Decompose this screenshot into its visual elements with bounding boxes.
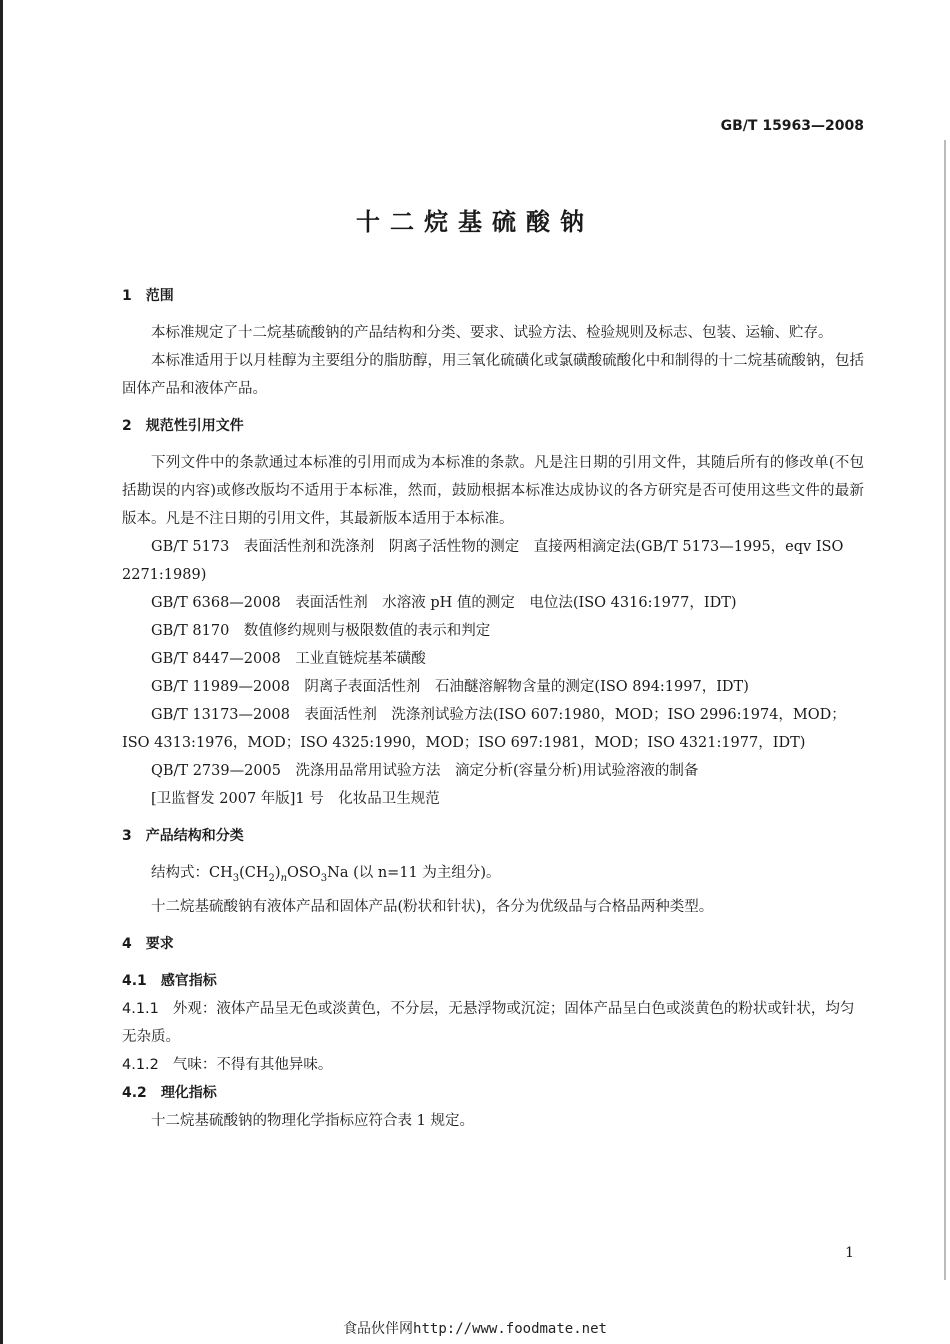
section-title: 规范性引用文件 [145,418,244,434]
reference-item: [卫监督发 2007 年版]1 号 化妆品卫生规范 [151,791,440,807]
section-4-2-heading [122,1079,864,1107]
section-title: 产品结构和分类 [145,828,244,844]
section-title: 范围 [145,288,174,304]
section-number: 4.1 [122,972,147,989]
paragraph: 本标准规定了十二烷基硫酸钠的产品结构和分类、要求、试验方法、检验规则及标志、包装、运输、贮存。 [151,325,833,341]
clause-4-1-1: 4.1.1 外观：液体产品呈无色或淡黄色，不分层，无悬浮物或沉淀；固体产品呈白色或淡黄色的粉状或针状，均匀无杂质。 [122,1000,855,1045]
document-title: 十二烷基硫酸钠 [356,208,594,236]
reference-item: GB/T 8170 数值修约规则与极限数值的表示和判定 [151,623,491,639]
section-number: 2 [122,418,132,434]
document-body [122,282,864,1135]
paragraph: 下列文件中的条款通过本标准的引用而成为本标准的条款。凡是注日期的引用文件，其随后所有的修改单(不包括勘误的内容)或修改版均不适用于本标准，然而，鼓励根据本标准达成协议的各方研究是否可使用这些文件的最新版本。凡是不注日期的引用文件，其最新版本适用于本标准。 [122,455,864,527]
paragraph: 十二烷基硫酸钠有液体产品和固体产品(粉状和针状)，各分为优级品与合格品两种类型。 [151,898,714,915]
standard-number: GB/T 15963—2008 [720,118,864,134]
section-4-heading [122,930,864,958]
page-number: 1 [845,1245,854,1261]
section-number: 1 [122,288,132,304]
reference-item: QB/T 2739—2005 洗涤用品常用试验方法 滴定分析(容量分析)用试验溶液的制备 [151,763,699,779]
reference-item: GB/T 11989—2008 阴离子表面活性剂 石油醚溶解物含量的测定(ISO 894:1997，IDT) [151,679,749,695]
section-number: 3 [122,828,132,844]
scan-edge-right [944,140,946,1280]
section-number: 4.2 [122,1084,147,1101]
reference-item: GB/T 13173—2008 表面活性剂 洗涤剂试验方法(ISO 607:1980，MOD；ISO 2996:1974，MOD；ISO 4313:1976，MOD；ISO 4325:1990，MOD；ISO 697:1981，MOD；ISO 4321:1977，IDT) [122,707,846,751]
structural-formula: 结构式：$CH_3(CH_2)_nOSO_3Na$ (以 n=11 为主组分)。 [151,865,501,884]
reference-item: GB/T 6368—2008 表面活性剂 水溶液 pH 值的测定 电位法(ISO 4316:1977，IDT) [151,595,737,611]
reference-item: GB/T 5173 表面活性剂和洗涤剂 阴离子活性物的测定 直接两相滴定法(GB/T 5173—1995，eqv ISO 2271:1989) [122,539,844,583]
section-title: 感官指标 [160,972,217,989]
reference-item: GB/T 8447—2008 工业直链烷基苯磺酸 [151,651,426,667]
section-title: 要求 [145,935,174,952]
footer-watermark: 食品伙伴网http://www.foodmate.net [343,1321,607,1337]
section-3-heading [122,822,864,850]
paragraph: 本标准适用于以月桂醇为主要组分的脂肪醇，用三氧化硫磺化或氯磺酸硫酸化中和制得的十二烷基硫酸钠，包括固体产品和液体产品。 [122,353,864,397]
clause-4-1-2: 4.1.2 气味：不得有其他异味。 [122,1056,333,1073]
section-4-1-heading [122,967,864,995]
section-title: 理化指标 [160,1084,217,1101]
section-1-heading [122,282,864,310]
section-number: 4 [122,935,132,952]
section-2-heading [122,412,864,440]
paragraph: 十二烷基硫酸钠的物理化学指标应符合表 1 规定。 [151,1112,474,1129]
